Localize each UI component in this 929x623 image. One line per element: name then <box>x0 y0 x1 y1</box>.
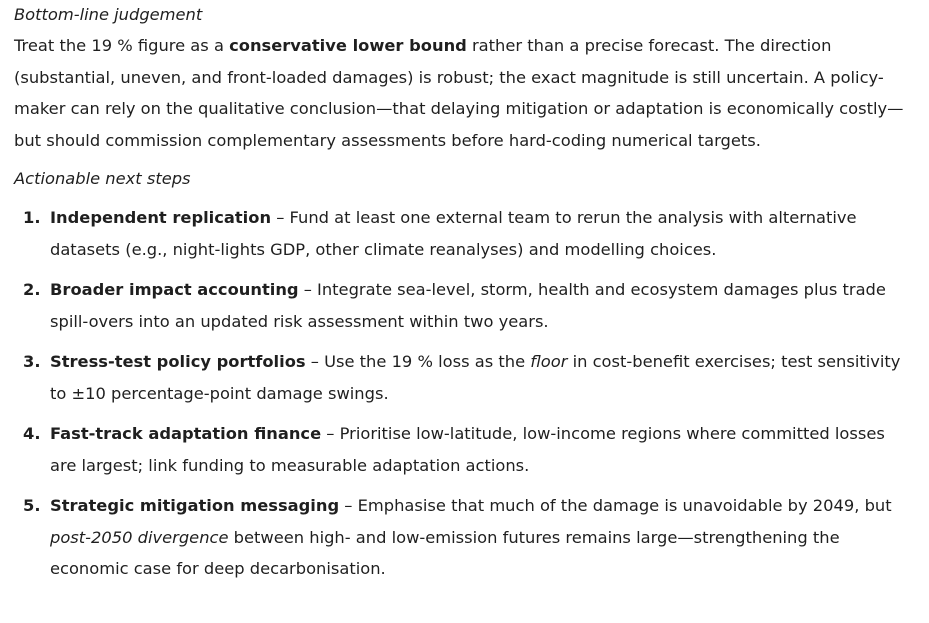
list-item-text: – Fund at least one external team to rerun the analysis with alternative datasets (e.g., night-lights GDP, other climate reanalyses) and modelling choices. <box>50 208 857 259</box>
list-item <box>14 418 914 481</box>
document-body <box>14 0 914 585</box>
bottom-line-text-start: Treat the 19 % figure as a <box>14 36 230 55</box>
bottom-line-heading: Bottom-line judgement <box>14 5 203 24</box>
bottom-line-text-end: rather than a precise forecast. The direction (substantial, uneven, and front-loaded damages) is robust; the exact magnitude is still uncertain. A policy-maker can rely on the qualitative conclusion—that delaying mitigation or adaptation is economically costly—but should commission complementary assessments before hard-coding numerical targets. <box>14 36 904 150</box>
list-item-number: 4. <box>23 424 41 443</box>
list-item <box>14 202 914 265</box>
list-item-title: Fast-track adaptation finance <box>50 424 322 443</box>
list-item-text: – Prioritise low-latitude, low-income regions where committed losses are largest; link funding to measurable adaptation actions. <box>50 424 885 475</box>
next-steps-heading: Actionable next steps <box>14 169 191 188</box>
list-item-number: 1. <box>23 208 41 227</box>
list-item <box>14 490 914 585</box>
list-item-title: Stress-test policy portfolios <box>50 352 306 371</box>
bottom-line-paragraph <box>14 30 914 156</box>
list-item-text-start: – Emphasise that much of the damage is unavoidable by 2049, but <box>339 496 892 515</box>
list-item-title: Broader impact accounting <box>50 280 299 299</box>
list-item-title: Strategic mitigation messaging <box>50 496 340 515</box>
list-item-text-end: between high- and low-emission futures remains large—strengthening the economic case for deep decarbonisation. <box>50 527 840 578</box>
list-item-number: 3. <box>23 352 41 371</box>
list-item-number: 2. <box>23 280 41 299</box>
list-item-text-end: in cost-benefit exercises; test sensitivity to ±10 percentage-point damage swings. <box>50 352 901 403</box>
list-item-number: 5. <box>23 496 41 515</box>
list-item-text-italic: floor <box>530 352 568 371</box>
list-item <box>14 274 914 337</box>
list-item-text-start: – Use the 19 % loss as the <box>305 352 531 371</box>
next-steps-list <box>14 202 914 585</box>
list-item <box>14 346 914 409</box>
list-item-text: – Integrate sea-level, storm, health and ecosystem damages plus trade spill-overs into an updated risk assessment within two years. <box>50 280 886 331</box>
list-item-text-italic: post-2050 divergence <box>50 527 229 547</box>
bottom-line-emphasis: conservative lower bound <box>229 36 467 55</box>
list-item-title: Independent replication <box>50 208 272 227</box>
